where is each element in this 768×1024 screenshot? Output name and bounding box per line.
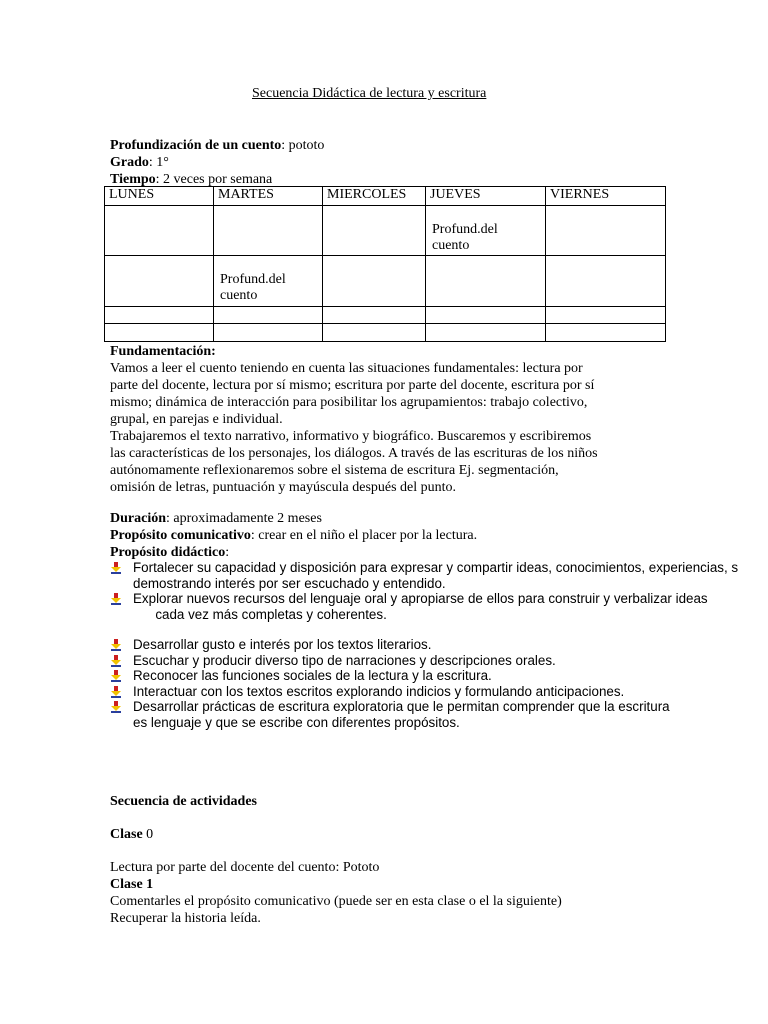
- schedule-cell-jueves: [426, 206, 546, 256]
- schedule-row: [105, 324, 666, 342]
- list-item: Interactuar con los textos escritos explorando indicios y formulando anticipaciones.: [110, 684, 670, 700]
- paragraph-line: Trabajaremos el texto narrativo, informativo y biográfico. Buscaremos y escribiremos: [110, 429, 592, 444]
- list-item: Escuchar y producir diverso tipo de narraciones y descripciones orales.: [110, 653, 670, 669]
- header-miercoles: MIERCOLES: [323, 187, 426, 206]
- grado-value: : 1°: [148, 155, 169, 170]
- proposito-comunicativo-value: : crear en el niño el placer por la lectura.: [250, 528, 478, 543]
- arrow-bullet-icon: [110, 655, 122, 667]
- paragraph-line: parte del docente, lectura por sí mismo; escritura por parte del docente, escritura por sí: [110, 378, 595, 393]
- paragraph-line: omisión de letras, puntuación y mayúscula después del punto.: [110, 480, 457, 495]
- paragraph-line: las características de los personajes, los diálogos. A través de las escrituras de los niños: [110, 446, 598, 461]
- schedule-cell: [426, 256, 546, 307]
- grado-line: [110, 154, 169, 171]
- duracion-label: Duración: [110, 511, 166, 526]
- schedule-cell: [323, 324, 426, 342]
- actividades-heading: Secuencia de actividades: [110, 794, 257, 809]
- schedule-cell: [105, 324, 214, 342]
- cell-text: Profund.del: [220, 272, 286, 287]
- profundizacion-line: [110, 137, 324, 154]
- paragraph-line: Recuperar la historia leída.: [110, 911, 261, 926]
- schedule-row: [105, 307, 666, 324]
- arrow-bullet-icon: [110, 562, 122, 574]
- bullet-list-a: [110, 560, 738, 622]
- proposito-didactico-line: [110, 544, 229, 561]
- bullet-list-b: [110, 637, 670, 730]
- schedule-cell: [323, 307, 426, 324]
- schedule-table: [104, 186, 666, 342]
- proposito-comunicativo-line: [110, 527, 477, 544]
- header-viernes: VIERNES: [546, 187, 666, 206]
- clase1-heading: Clase 1: [110, 877, 154, 892]
- header-martes: MARTES: [214, 187, 323, 206]
- header-jueves: JUEVES: [426, 187, 546, 206]
- duracion-line: [110, 510, 322, 527]
- schedule-cell: [214, 307, 323, 324]
- schedule-cell: [546, 256, 666, 307]
- profundizacion-value: : pototo: [281, 138, 325, 153]
- schedule-cell: [323, 256, 426, 307]
- cell-text: cuento: [432, 238, 470, 253]
- arrow-bullet-icon: [110, 639, 122, 651]
- grado-label: Grado: [110, 155, 149, 170]
- clase0-text: Lectura por parte del docente del cuento: Pototo: [110, 860, 380, 875]
- tiempo-value: : 2 veces por semana: [155, 172, 273, 187]
- schedule-cell: [105, 206, 214, 256]
- schedule-header-row: [105, 187, 666, 206]
- list-item: Explorar nuevos recursos del lenguaje oral y apropiarse de ellos para construir y verbalizar ideas cada vez más completas y coherentes.: [110, 591, 738, 622]
- schedule-cell: [214, 206, 323, 256]
- schedule-cell: [426, 307, 546, 324]
- arrow-bullet-icon: [110, 686, 122, 698]
- schedule-cell: [546, 324, 666, 342]
- schedule-cell: [214, 324, 323, 342]
- arrow-bullet-icon: [110, 670, 122, 682]
- fundamentacion-heading: Fundamentación:: [110, 344, 216, 359]
- schedule-cell-martes: [214, 256, 323, 307]
- profundizacion-label: Profundización de un cuento: [110, 138, 282, 153]
- header-lunes: LUNES: [105, 187, 214, 206]
- schedule-cell: [105, 256, 214, 307]
- list-item: Desarrollar prácticas de escritura exploratoria que le permitan comprender que la escritura es lenguaje y que se escribe con diferentes propósitos.: [110, 699, 670, 730]
- clase1-body: [110, 893, 562, 927]
- paragraph-line: mismo; dinámica de interacción para posibilitar los agrupamientos: trabajo colectivo,: [110, 395, 588, 410]
- schedule-cell: [546, 307, 666, 324]
- arrow-bullet-icon: [110, 701, 122, 713]
- proposito-comunicativo-label: Propósito comunicativo: [110, 528, 251, 543]
- schedule-row: [105, 256, 666, 307]
- paragraph-line: grupal, en parejas e individual.: [110, 412, 283, 427]
- paragraph-line: autónomamente reflexionaremos sobre el sistema de escritura Ej. segmentación,: [110, 463, 559, 478]
- paragraph-line: Vamos a leer el cuento teniendo en cuenta las situaciones fundamentales: lectura por: [110, 361, 583, 376]
- schedule-cell: [323, 206, 426, 256]
- tiempo-label: Tiempo: [110, 172, 156, 187]
- schedule-cell: [546, 206, 666, 256]
- clase0-heading: Clase 0: [110, 827, 154, 842]
- list-item: Fortalecer su capacidad y disposición para expresar y compartir ideas, conocimientos, experiencias, s demostrando interés por ser escuchado y entendido.: [110, 560, 738, 591]
- cell-text: cuento: [220, 288, 258, 303]
- paragraph-line: Comentarles el propósito comunicativo (puede ser en esta clase o el la siguiente): [110, 894, 562, 909]
- duracion-value: : aproximadamente 2 meses: [166, 511, 322, 526]
- proposito-didactico-label: Propósito didáctico: [110, 545, 226, 560]
- schedule-cell: [105, 307, 214, 324]
- document-title: Secuencia Didáctica de lectura y escritura: [252, 86, 487, 101]
- proposito-didactico-value: :: [225, 545, 230, 560]
- schedule-row: [105, 206, 666, 256]
- fundamentacion-body: [110, 360, 598, 496]
- schedule-cell: [426, 324, 546, 342]
- cell-text: Profund.del: [432, 222, 498, 237]
- list-item: Desarrollar gusto e interés por los textos literarios.: [110, 637, 670, 653]
- arrow-bullet-icon: [110, 593, 122, 605]
- list-item: Reconocer las funciones sociales de la lectura y la escritura.: [110, 668, 670, 684]
